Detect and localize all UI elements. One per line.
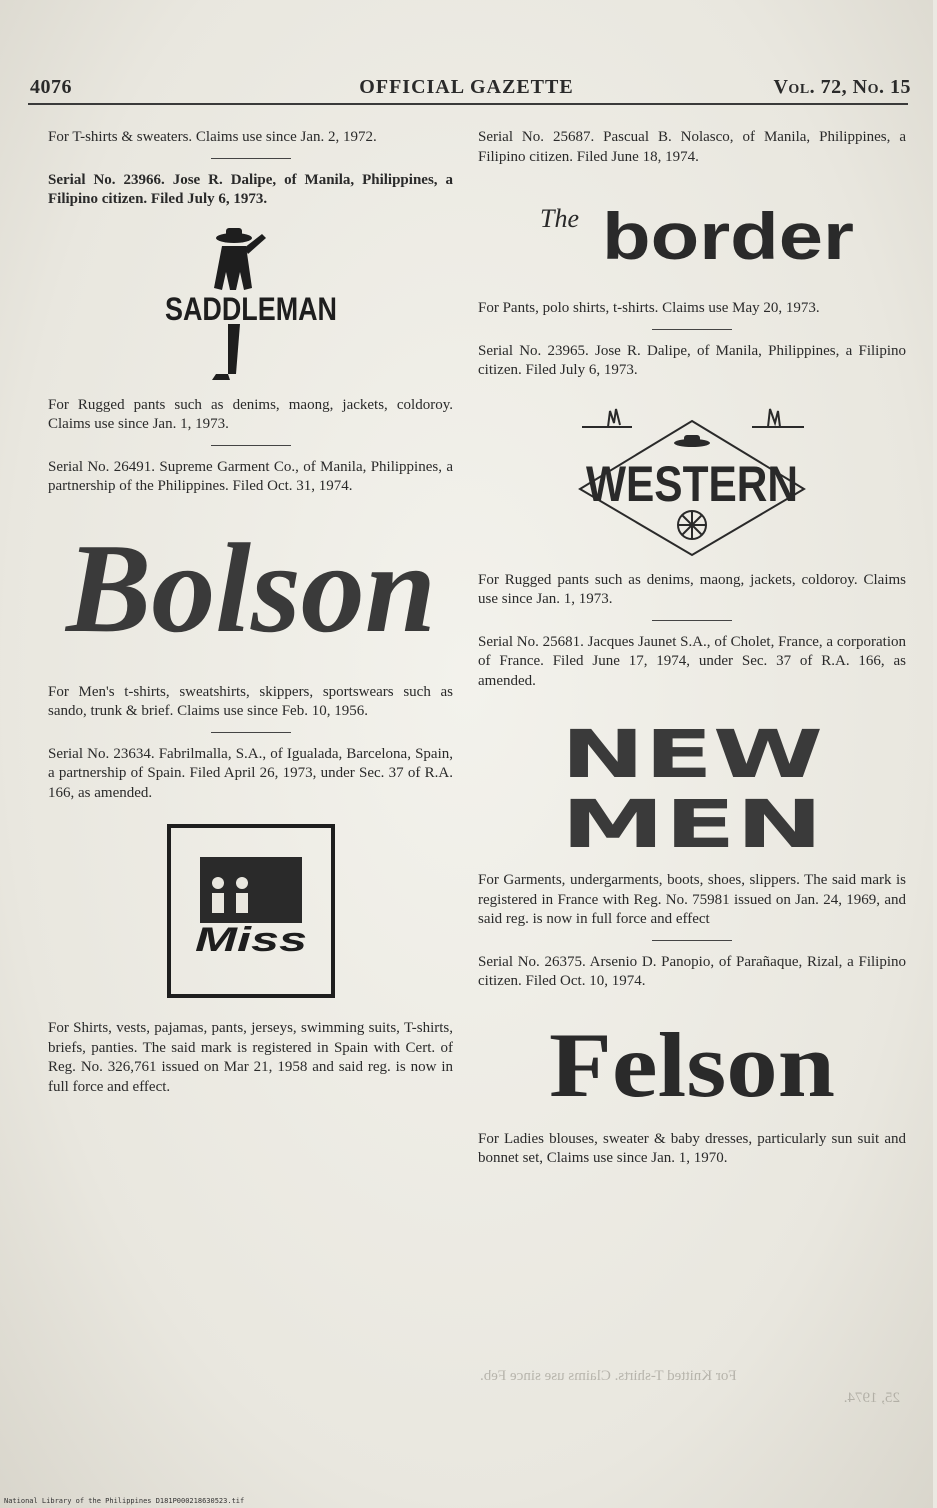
page-number: 4076 (30, 76, 72, 98)
entry-text: For Men's t-shirts, sweatshirts, skippers, sportswears such as sando, trunk & brief. Claims use since Feb. 10, 1956. (48, 683, 453, 719)
serial-entry: Serial No. 23634. Fabrilmalla, S.A., of Igualada, Barcelona, Spain, a partnership of Spain. Filed April 26, 1973, under Sec. 37 of R.A. 166, as amended. (48, 745, 453, 801)
felson-logo (542, 1012, 842, 1116)
entry-text: For Pants, polo shirts, t-shirts. Claims use May 20, 1973. (478, 300, 820, 316)
serial-entry: Serial No. 25681. Jacques Jaunet S.A., of Cholet, France, a corporation of France. Filed June 17, 1974, under Sec. 37 of R.A. 166, as amended. (478, 633, 906, 689)
separator (652, 620, 732, 621)
serial-entry: Serial No. 25687. Pascual B. Nolasco, of Manila, Philippines, a Filipino citizen. Filed June 18, 1974. (478, 129, 906, 165)
miss-logo (166, 823, 336, 999)
entry-text: For Rugged pants such as denims, maong, jackets, coldoroy. Claims use since Jan. 1, 1973. (478, 571, 906, 607)
page-title: OFFICIAL GAZETTE (359, 76, 574, 98)
separator (652, 329, 732, 330)
right-column (478, 128, 906, 1169)
saddleman-logo (156, 224, 346, 384)
saddleman-wordmark: SADDLEMAN (164, 290, 337, 327)
new-men-line-2: MEN (561, 786, 823, 863)
serial-entry: Serial No. 26375. Arsenio D. Panopio, of Parañaque, Rizal, a Filipino citizen. Filed Oct. 10, 1974. (478, 953, 906, 989)
serial-entry: Serial No. 26491. Supreme Garment Co., of Manila, Philippines, a partnership of the Philippines. Filed Oct. 31, 1974. (48, 458, 453, 494)
western-wordmark: WESTERN (586, 455, 798, 512)
border-logo (522, 197, 862, 277)
volume-label: Vol. 72, No. 15 (773, 76, 911, 98)
bolson-wordmark: Bolson (63, 516, 436, 659)
separator (211, 732, 291, 733)
new-men-line-1: NEW (561, 716, 823, 793)
bleed-through-line-2: 25, 1974. (843, 1390, 900, 1406)
western-logo (572, 397, 812, 557)
entry-text: For Ladies blouses, sweater & baby dresses, particularly sun suit and bonnet set, Claims use since Jan. 1, 1970. (478, 1130, 906, 1166)
header-rule (28, 103, 908, 105)
entry-text: For T-shirts & sweaters. Claims use since Jan. 2, 1972. (48, 129, 377, 145)
separator (211, 445, 291, 446)
new-men-logo (557, 713, 827, 863)
miss-wordmark: Miss (194, 921, 307, 959)
left-column (48, 128, 453, 1097)
scan-footer: National Library of the Philippines D181P000218630523.tif (4, 1497, 245, 1505)
bolson-logo (61, 516, 441, 659)
entry-text: For Garments, undergarments, boots, shoes, slippers. The said mark is registered in France with Reg. No. 75981 issued on Jan. 24, 1969, and said reg. is now in full force and effect (478, 872, 906, 927)
separator (211, 158, 291, 159)
serial-entry: Serial No. 23966. Jose R. Dalipe, of Manila, Philippines, a Filipino citizen. Filed July 6, 1973. (48, 171, 453, 207)
entry-text: For Shirts, vests, pajamas, pants, jerseys, swimming suits, T-shirts, briefs, panties. The said mark is registered in Spain with Cert. of Reg. No. 326,761 issued on Mar 21, 1958 and said reg. is now in full force and effect. (48, 1020, 453, 1095)
border-wordmark: border (602, 199, 854, 273)
serial-entry: Serial No. 23965. Jose R. Dalipe, of Manila, Philippines, a Filipino citizen. Filed July 6, 1973. (478, 342, 906, 378)
bleed-through-line-1: For Knitted T-shirts. Claims use since Feb. (480, 1368, 737, 1384)
border-the-text: The (540, 204, 579, 233)
entry-text: For Rugged pants such as denims, maong, jackets, coldoroy. Claims use since Jan. 1, 1973. (48, 396, 453, 432)
felson-wordmark: Felson (549, 1013, 835, 1116)
separator (652, 940, 732, 941)
